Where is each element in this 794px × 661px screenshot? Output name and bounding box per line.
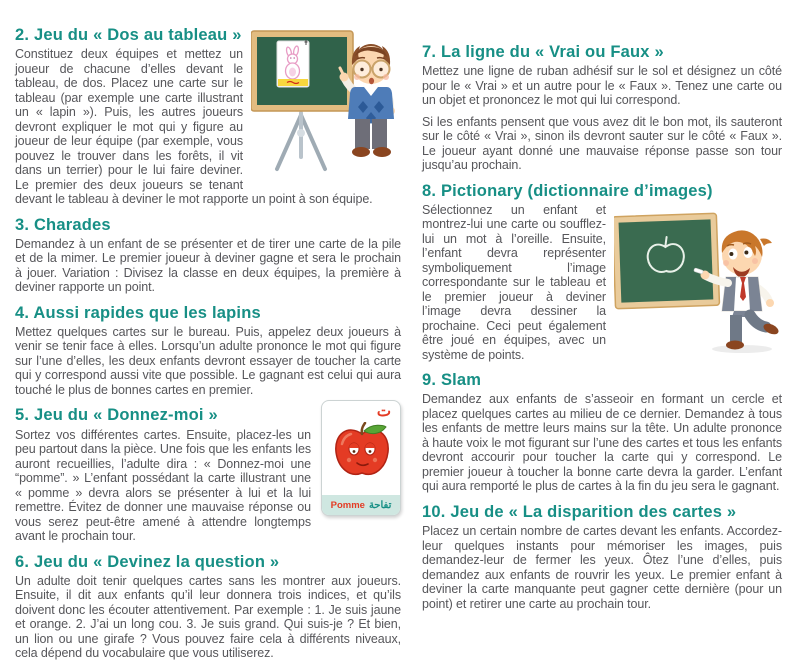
section-body-7a: Mettez une ligne de ruban adhésif sur le sol et désignez un côté pour le « Vrai » et un autre pour le « Faux ». Tenez une carte ou un objet et prononcez le mot qui lui correspond.: [422, 64, 782, 108]
section-vrai-ou-faux: [422, 43, 782, 173]
flashcard-label-band: [322, 495, 400, 515]
arabic-letter-ta: ت: [376, 403, 391, 421]
section-aussi-rapides: [15, 295, 401, 398]
section-body-5: Sortez vos différentes cartes. Ensuite, placez-les un peu partout dans la pièce. Une fois que les enfants les auront recueillies, l’adulte dira : « Donnez-moi une “pomme”. » L’enfant possédant la carte illustrant une « pomme » devra alors se présenter à lui et la lui remettre. Évitez de donner une mauvaise réponse ou vous serez peut-être amené à attendre longtemps avant le prochain tour.: [15, 427, 311, 544]
section-charades: [15, 207, 401, 295]
section-body-7b: Si les enfants pensent que vous avez dit le bon mot, ils sauteront sur le côté « Vrai », sinon ils devront sauter sur le côté « Faux ». Le joueur ayant donné une mauvaise réponse passe son tour jusqu’au prochain.: [422, 114, 782, 173]
flashcard-label-french: Pomme: [330, 499, 365, 511]
section-disparition-des-cartes: [422, 494, 782, 611]
section-title-8: 8. Pictionary (dictionnaire d’images): [422, 181, 713, 200]
section-title-7: 7. La ligne du « Vrai ou Faux »: [422, 43, 664, 61]
section-title-5: 5. Jeu du « Donnez-moi »: [15, 406, 218, 425]
apple-flashcard: [321, 400, 401, 516]
section-slam: [422, 362, 782, 494]
section-title-10: 10. Jeu de « La disparition des cartes »: [422, 502, 737, 521]
section-body-4: Mettez quelques cartes sur le bureau. Puis, appelez deux joueurs à venir se tenir face à elles. Lorsqu’un adulte prononce le mot qui figure sur l’une d’elles, les deux enfants devront essayer de toucher la carte qui y correspond aussi vite que possible. Le gagnant est celui qui aura touché le plus de bonnes cartes en premier.: [15, 324, 401, 397]
section-donnez-moi: [15, 397, 401, 543]
section-body-2: Constituez deux équipes et mettez un joueur de chacune d’elles devant le tableau, de dos. Placez une carte sur le tableau (par exemple une carte illustrant un « lapin »). Puis, les autres joueurs devront expliquer le mot qui y figure au joueur de leur équipe (par exemple, vous pouvez le trouver dans les forêts, il vit dans un terrier) pour le lui faire deviner. Le premier des deux joueurs se tenant devant le tableau à deviner le mot rapporte un point à son équipe.: [15, 47, 373, 207]
flashcard-label-arabic: تفاحة: [368, 499, 392, 511]
section-body-3: Demandez à un enfant de se présenter et de tirer une carte de la pile et de la mimer. Le premier joueur à deviner gagne et sera le prochain à jouer. Variation : Divisez la classe en deux équipes, la première à deviner rapporte un point.: [15, 236, 401, 295]
teacher-boy-chalkboard-illustration: [251, 27, 401, 179]
right-column: [422, 26, 782, 630]
section-devinez-la-question: [15, 544, 401, 661]
left-column: [15, 26, 401, 661]
apple-cartoon-icon: [330, 422, 394, 480]
chalkboard-easel-icon: [251, 27, 401, 179]
chalkboard-apple-drawing-icon: [614, 205, 782, 355]
section-body-10: Placez un certain nombre de cartes devant les enfants. Accordez-leur quelques instants pour mémoriser les images, puis demandez-leur de fermer les yeux. Ôtez l’une d’elles, puis demandez aux enfants de rouvrir les yeux. Le premier enfant à deviner la carte manquante peut gagner cette dernière (pour un point) et retirer une carte au prochain tour.: [422, 524, 782, 611]
section-body-8: Sélectionnez un enfant et montrez-lui une carte ou soufflez-lui un mot à l’oreille. Ensuite, l’enfant devra représenter symboliquement l’image correspondante sur le tableau et le premier joueur à deviner l’image devra dessiner la prochaine. Ceci peut également être joué en équipes, avec un système de points.: [422, 202, 606, 362]
section-title-4: 4. Aussi rapides que les lapins: [15, 303, 261, 322]
section-body-9: Demandez aux enfants de s’asseoir en formant un cercle et placez quelques cartes au milieu de ce dernier. Demandez à tous les enfants de mettre leurs mains sur la tête. Un adulte prononce à haute voix le mot figurant sur l’une des cartes et tous les enfants devront accourir pour toucher la carte qui y correspond. Le premier joueur à toucher la bonne carte devra la garder. L’enfant qui aura remporté le plus de cartes à la fin du jeu sera le gagnant.: [422, 392, 782, 494]
section-dos-au-tableau: [15, 26, 401, 207]
section-title-2: 2. Jeu du « Dos au tableau »: [15, 26, 242, 44]
section-title-3: 3. Charades: [15, 215, 111, 234]
section-pictionary: [422, 173, 782, 363]
boy-drawing-chalkboard-illustration: [614, 205, 782, 355]
section-title-6: 6. Jeu du « Devinez la question »: [15, 552, 280, 571]
section-title-9: 9. Slam: [422, 371, 482, 390]
section-body-6: Un adulte doit tenir quelques cartes sans les montrer aux joueurs. Ensuite, il dit aux enfants qu’il leur donnera trois indices, et qu’ils doivent donc les écouter attentivement. Par exemple : 1. Je suis jaune et orange. 2. J’ai un long cou. 3. Je suis grand. Qui suis-je ? Et bien, un lion ou une girafe ? Vous pouvez faire cela à différents niveaux, cela dépend du vocabulaire que vous utiliserez.: [15, 573, 401, 661]
